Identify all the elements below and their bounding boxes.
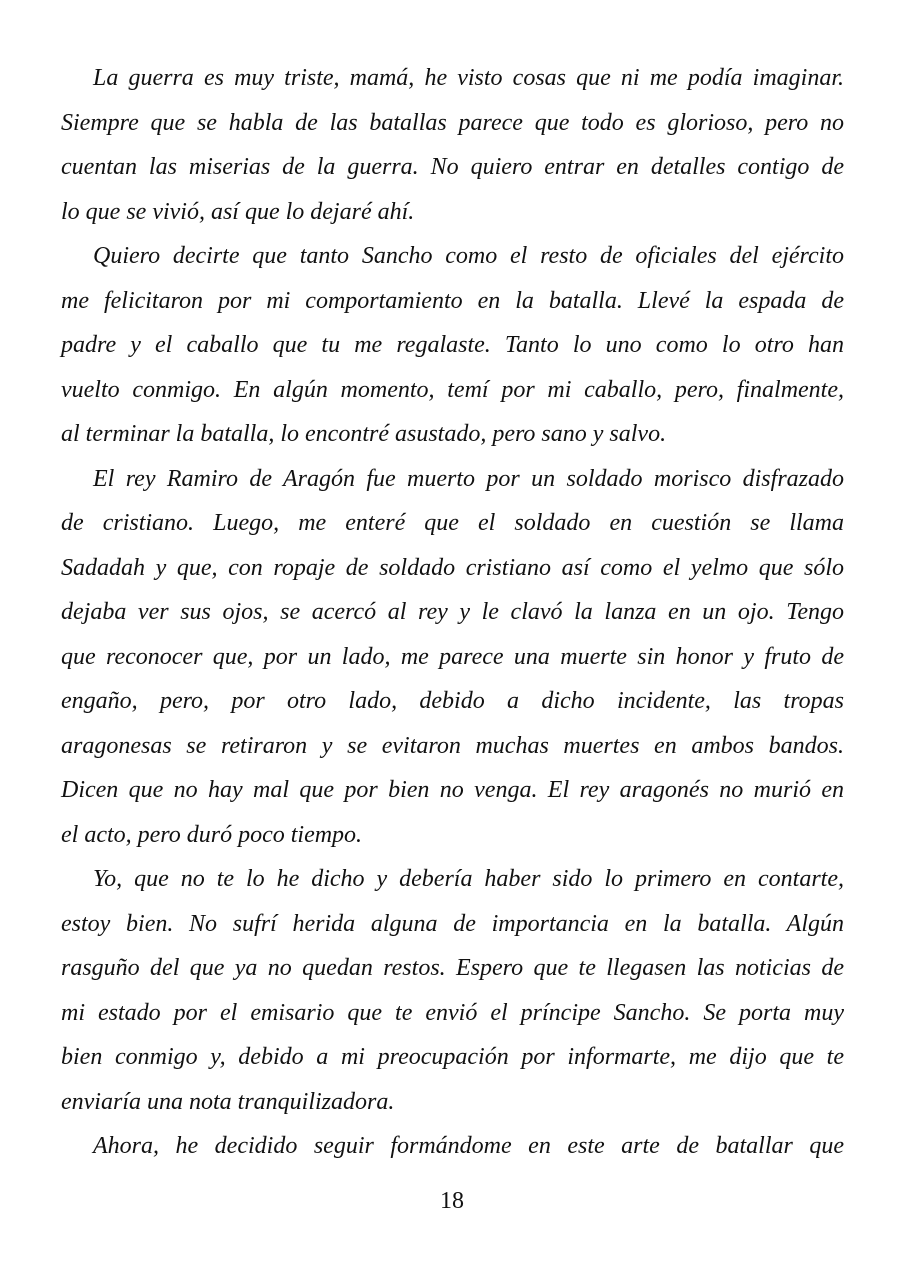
page-body (61, 56, 844, 1169)
text-line: mi estado por el emisario que te envió el príncipe Sancho. Se porta muy (61, 999, 844, 1026)
text-line: aragonesas se retiraron y se evitaron muchas muertes en ambos bandos. (61, 732, 844, 759)
text-line: Yo, que no te lo he dicho y debería haber sido lo primero en contarte, (93, 866, 844, 892)
page-number: 18 (440, 1188, 464, 1214)
paragraph (61, 56, 844, 234)
text-line: rasguño del que ya no quedan restos. Espero que te llegasen las noticias de (61, 955, 844, 981)
text-line: el acto, pero duró poco tiempo. (61, 821, 363, 848)
text-line: engaño, pero, por otro lado, debido a dicho incidente, las tropas (61, 688, 844, 714)
text-line: Dicen que no hay mal que por bien no venga. El rey aragonés no murió en (61, 777, 844, 803)
text-line: Quiero decirte que tanto Sancho como el resto de oficiales del ejército (93, 243, 844, 269)
paragraph (61, 234, 844, 457)
text-line: bien conmigo y, debido a mi preocupación por informarte, me dijo que te (61, 1044, 844, 1070)
paragraph (61, 857, 844, 1124)
text-line: La guerra es muy triste, mamá, he visto cosas que ni me podía imaginar. (93, 65, 844, 91)
paragraph (61, 457, 844, 858)
paragraph (61, 1124, 844, 1169)
text-line: Ahora, he decidido seguir formándome en este arte de batallar que (93, 1133, 844, 1159)
text-line: enviaría una nota tranquilizadora. (61, 1088, 395, 1115)
text-line: que reconocer que, por un lado, me parece una muerte sin honor y fruto de (61, 643, 844, 670)
text-line: dejaba ver sus ojos, se acercó al rey y le clavó la lanza en un ojo. Tengo (61, 599, 844, 625)
text-line: Sadadah y que, con ropaje de soldado cristiano así como el yelmo que sólo (61, 554, 844, 581)
text-line: vuelto conmigo. En algún momento, temí por mi caballo, pero, finalmente, (61, 376, 844, 403)
text-line: lo que se vivió, así que lo dejaré ahí. (61, 198, 415, 225)
text-line: estoy bien. No sufrí herida alguna de importancia en la batalla. Algún (61, 910, 844, 937)
text-line: me felicitaron por mi comportamiento en la batalla. Llevé la espada de (61, 287, 844, 314)
text-line: Siempre que se habla de las batallas parece que todo es glorioso, pero no (61, 109, 844, 136)
text-line: de cristiano. Luego, me enteré que el soldado en cuestión se llama (61, 510, 844, 536)
text-line: El rey Ramiro de Aragón fue muerto por un soldado morisco disfrazado (93, 465, 844, 492)
text-line: al terminar la batalla, lo encontré asustado, pero sano y salvo. (61, 421, 667, 447)
text-line: padre y el caballo que tu me regalaste. Tanto lo uno como lo otro han (61, 332, 844, 358)
text-line: cuentan las miserias de la guerra. No quiero entrar en detalles contigo de (61, 154, 844, 180)
